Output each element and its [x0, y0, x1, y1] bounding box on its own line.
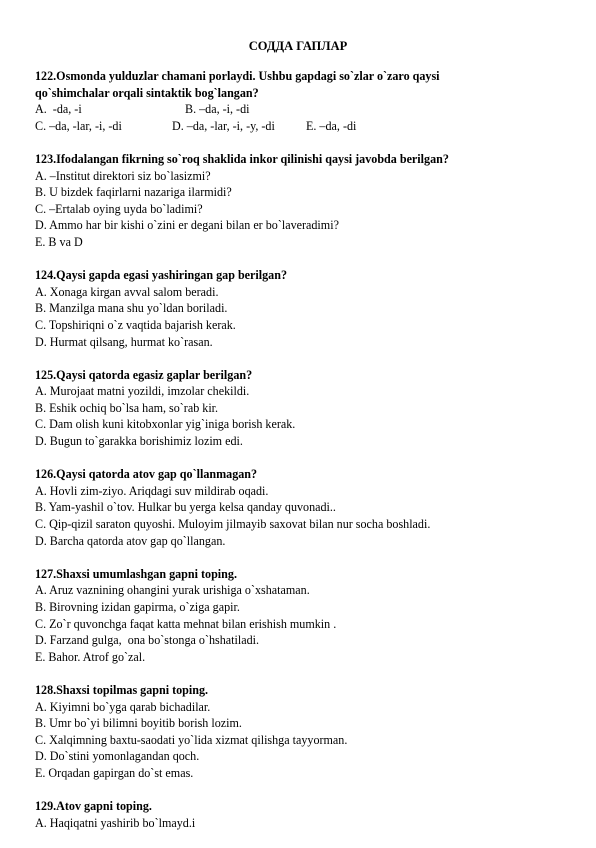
option-a: A. Haqiqatni yashirib bo`lmayd.i — [35, 815, 196, 830]
question-126 — [35, 466, 555, 549]
question-text: 125.Qaysi qatorda egasiz gaplar berilgan? — [35, 367, 253, 382]
option-e: E. B va D — [35, 234, 83, 249]
question-text: 128.Shaxsi topilmas gapni toping. — [35, 682, 209, 697]
option-a: A. Murojaat matni yozildi, imzolar chekildi. — [35, 384, 250, 399]
option-b: B. –da, -i, -di — [185, 102, 250, 117]
question-text: 123.Ifodalangan fikrning so`roq shaklida inkor qilinishi qaysi javobda berilgan? — [35, 151, 449, 166]
option-c: C. Zo`r quvonchga faqat katta mehnat bilan erishish mumkin . — [35, 616, 337, 631]
option-c: C. Xalqimning baxtu-saodati yo`lida xizmat qilishga tayyorman. — [35, 732, 348, 747]
option-a: A. Hovli zim-ziyo. Ariqdagi suv mildirab oqadi. — [35, 483, 269, 498]
question-127 — [35, 566, 555, 666]
option-b: B. Birovning izidan gapirma, o`ziga gapir. — [35, 600, 240, 614]
questions-list — [35, 68, 555, 848]
page-title: СОДДА ГАПЛАР — [248, 39, 348, 53]
question-122 — [35, 68, 555, 134]
question-text: 122.Osmonda yulduzlar chamani porlaydi. Ushbu gapdagi so`zlar o`zaro qaysi — [35, 69, 440, 83]
question-text: 124.Qaysi gapda egasi yashiringan gap berilgan? — [35, 268, 287, 283]
option-c: C. Qip-qizil saraton quyoshi. Muloyim jilmayib saxovat bilan nur socha boshladi. — [35, 517, 431, 532]
option-c: C. –Ertalab oying uyda bo`ladimi? — [35, 201, 203, 216]
question-text: 127.Shaxsi umumlashgan gapni toping. — [35, 566, 237, 581]
option-row — [35, 118, 555, 135]
question-125 — [35, 367, 555, 450]
option-d: D. Barcha qatorda atov gap qo`llangan. — [35, 533, 226, 548]
option-d: D. Do`stini yomonlagandan qoch. — [35, 749, 200, 764]
option-b: B. Eshik ochiq bo`lsa ham, so`rab kir. — [35, 400, 219, 415]
question-text-continued: qo`shimchalar orqali sintaktik bog`langan? — [35, 85, 259, 100]
option-row — [35, 101, 555, 118]
question-124 — [35, 267, 555, 350]
option-d: D. Farzand gulga, ona bo`stonga o`hshatiladi. — [35, 633, 260, 648]
option-d: D. Hurmat qilsang, hurmat ko`rasan. — [35, 334, 213, 349]
option-a: A. -da, -i — [35, 102, 82, 117]
question-123 — [35, 151, 555, 251]
option-b: B. Yam-yashil o`tov. Hulkar bu yerga kelsa qanday quvonadi.. — [35, 500, 336, 515]
option-c: C. –da, -lar, -i, -di — [35, 118, 122, 133]
question-128 — [35, 682, 555, 782]
option-b: B. Umr bo`yi bilimni boyitib borish lozim. — [35, 716, 242, 731]
option-e: E. Bahor. Atrof go`zal. — [35, 649, 146, 664]
option-e: E. Orqadan gapirgan do`st emas. — [35, 765, 194, 780]
option-c: C. Topshiriqni o`z vaqtida bajarish kerak. — [35, 317, 236, 332]
option-b: B. Manzilga mana shu yo`ldan boriladi. — [35, 301, 228, 316]
option-d: D. Bugun to`garakka borishimiz lozim edi. — [35, 434, 243, 449]
option-a: A. –Institut direktori siz bo`lasizmi? — [35, 168, 211, 183]
option-c: C. Dam olish kuni kitobxonlar yig`iniga borish kerak. — [35, 417, 296, 432]
option-a: A. Kiyimni bo`yga qarab bichadilar. — [35, 699, 211, 714]
question-text: 129.Atov gapni toping. — [35, 799, 152, 814]
question-129 — [35, 798, 555, 831]
option-b: B. U bizdek faqirlarni nazariga ilarmidi? — [35, 185, 232, 200]
option-d: D. Ammo har bir kishi o`zini er degani bilan er bo`laveradimi? — [35, 218, 339, 233]
option-a: A. Xonaga kirgan avval salom beradi. — [35, 284, 219, 299]
option-d: D. –da, -lar, -i, -y, -di — [172, 118, 275, 133]
option-a: A. Aruz vaznining ohangini yurak urishiga o`xshataman. — [35, 583, 310, 598]
option-e: E. –da, -di — [306, 118, 357, 133]
question-text: 126.Qaysi qatorda atov gap qo`llanmagan? — [35, 467, 258, 482]
